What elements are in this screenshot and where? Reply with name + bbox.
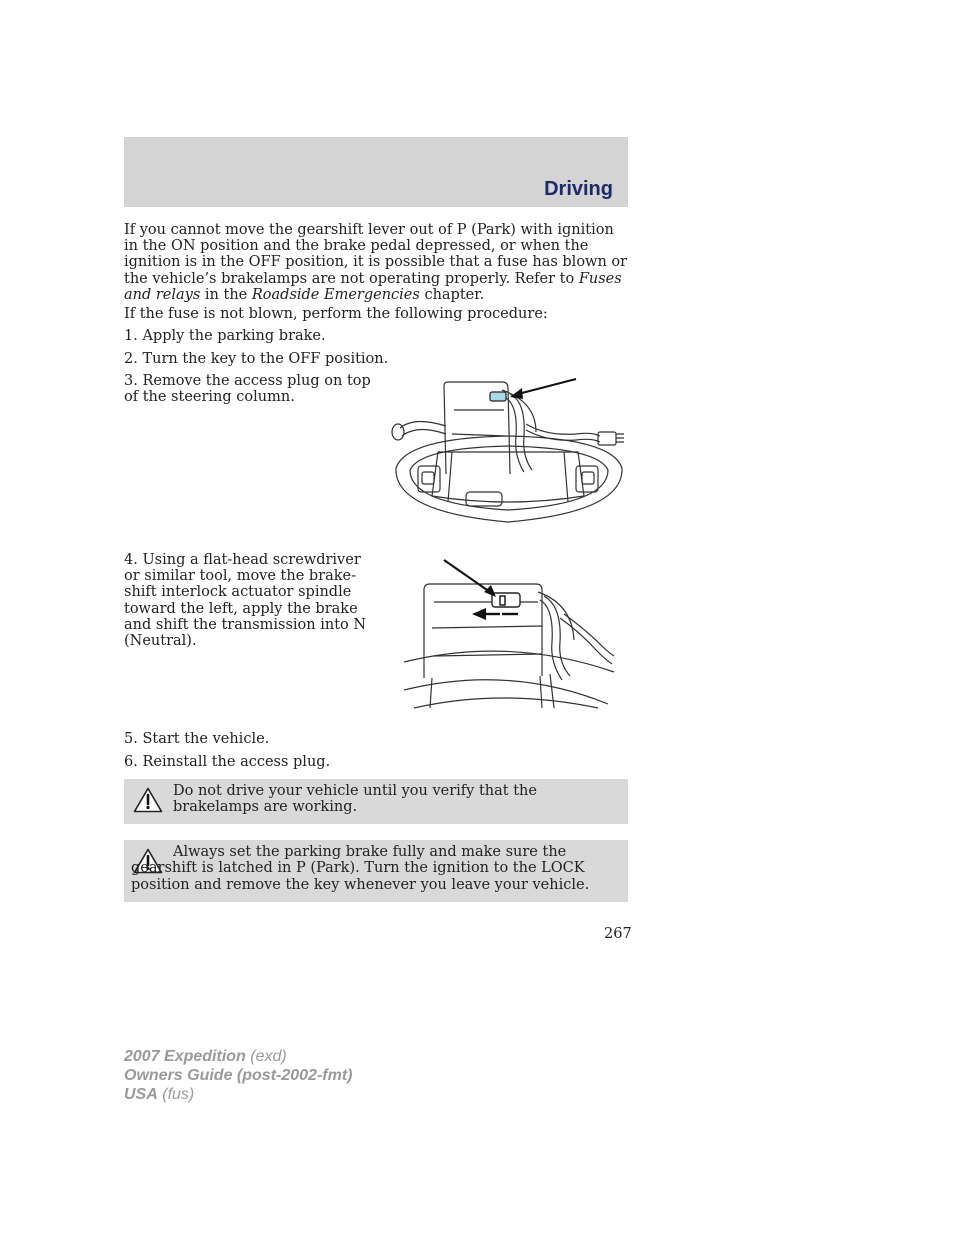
step-5: 5. Start the vehicle.: [124, 731, 270, 747]
step-1: 1. Apply the parking brake.: [124, 328, 326, 344]
page-number: 267: [604, 926, 632, 942]
section-header-band: [124, 137, 628, 207]
footer-line-guide: [124, 1066, 352, 1085]
footer-model-code: (exd): [250, 1048, 287, 1065]
procedure-intro: If the fuse is not blown, perform the following procedure:: [124, 306, 548, 322]
move-left-arrow-icon: [472, 608, 486, 620]
section-title: Driving: [544, 178, 613, 200]
step-4: 4. Using a flat-head screwdriver or similar tool, move the brake-shift interlock actuator spindle toward the left, apply the brake and shift the transmission into N (Neutral).: [124, 552, 367, 650]
step-6: 6. Reinstall the access plug.: [124, 754, 331, 770]
warning-box-brakelamps: [124, 779, 628, 824]
intro-text-1: If you cannot move the gearshift lever out of P (Park) with ignition in the ON position and the brake pedal depressed, or when the ignition is in the OFF position, it is possible that a fuse has blown or the vehicle’s brakelamps are not operating properly. Refer to: [124, 222, 628, 287]
warning-text-brakelamps: Do not drive your vehicle until you verify that the brakelamps are working.: [173, 783, 537, 816]
fuses-relays-reference: Fuses and relays: [124, 270, 622, 303]
pointer-arrow-icon: [510, 388, 523, 399]
footer-market: USA: [124, 1086, 158, 1103]
step-2: 2. Turn the key to the OFF position.: [124, 351, 389, 367]
document-footer: [124, 1047, 352, 1104]
footer-line-model: [124, 1047, 352, 1066]
access-plug-marker: [490, 392, 506, 401]
intro-text-3: chapter.: [419, 286, 485, 303]
steering-column-access-plug-figure: [386, 376, 632, 526]
footer-line-market: [124, 1085, 352, 1104]
intro-paragraph: [124, 222, 628, 303]
footer-market-code: (fus): [162, 1086, 195, 1103]
footer-guide: Owners Guide (post-2002-fmt): [124, 1067, 353, 1084]
footer-model: 2007 Expedition: [124, 1048, 246, 1065]
roadside-emergencies-reference: Roadside Emergencies: [251, 286, 420, 303]
step-3: 3. Remove the access plug on top of the steering column.: [124, 373, 371, 406]
warning-text-parking-brake: Always set the parking brake fully and make sure the gearshift is latched in P (Park). Turn the ignition to the LOCK position and remove the key whenever you leave your vehicle.: [131, 844, 590, 893]
actuator-spindle: [500, 596, 505, 605]
warning-box-parking-brake: [124, 840, 628, 902]
screwdriver-arrow-icon: [484, 585, 496, 597]
warning-triangle-icon: [133, 787, 163, 813]
intro-text-2: in the: [200, 286, 252, 303]
interlock-actuator-spindle-figure: [402, 556, 616, 710]
